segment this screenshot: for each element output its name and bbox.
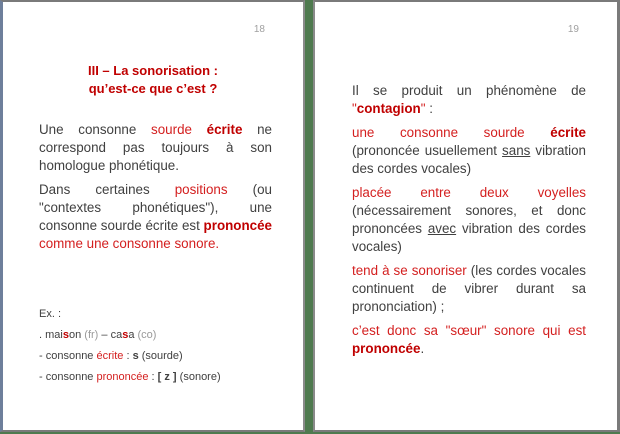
letter-s: s (132, 350, 139, 362)
highlight-prononcee: prononcée (96, 371, 149, 383)
text: : (123, 350, 133, 362)
highlight-sourde: sourde (151, 122, 192, 137)
paragraph-3 (352, 184, 586, 256)
example-label: Ex. : (39, 308, 62, 320)
example-block (39, 304, 289, 388)
text: (nécessairement sonores, et donc prononcées (352, 203, 586, 236)
highlight-text: tend à se sonoriser (352, 263, 467, 278)
paragraph-2 (352, 124, 586, 178)
page-title (3, 62, 303, 98)
text: Il se produit un phénomène de (352, 83, 586, 98)
text: (ou "contextes phonétiques"), une consonne sourde écrite est (39, 182, 272, 233)
highlight-text: une consonne sourde (352, 125, 551, 140)
highlight-ecrite: écrite (206, 122, 243, 137)
text: : (148, 371, 158, 383)
highlight-prononcee: prononcée (352, 341, 421, 356)
text: (les cordes vocales continuent de vibrer durant sa prononciation) ; (352, 263, 586, 314)
text: . mai (39, 329, 63, 341)
body-text (39, 121, 272, 259)
text: vibration des cordes vocales) (352, 221, 586, 254)
title-line-1: III – La sonorisation : (87, 63, 219, 78)
slide-page-19 (313, 0, 620, 432)
text: vibration des cordes vocales) (352, 143, 587, 176)
highlight-contagion: contagion (356, 101, 421, 116)
text: (sourde) (138, 350, 183, 362)
highlight-text: c’est donc sa "sœur" sonore qui est (352, 323, 586, 338)
paragraph-2 (39, 181, 272, 253)
text: - consonne (39, 371, 97, 383)
text: – ca (101, 329, 123, 341)
quote: " (420, 101, 426, 116)
quote: " (352, 101, 357, 116)
text: ne correspond pas toujours à son homologue phonétique. (39, 122, 272, 173)
highlight-positions: positions (174, 182, 228, 197)
highlight-ecrite: écrite (96, 350, 124, 362)
page-number: 18 (253, 24, 265, 35)
language-tag: (fr) (81, 329, 102, 341)
example-line-1 (39, 325, 289, 346)
highlight-ecrite: écrite (550, 125, 586, 140)
text: (sonore) (176, 371, 221, 383)
example-line-3 (39, 367, 289, 388)
text: . (420, 341, 425, 356)
underlined-avec: avec (427, 221, 457, 236)
text (192, 122, 207, 137)
phoneme-z: [ z ] (157, 371, 177, 383)
body-text (352, 82, 586, 364)
text: a (128, 329, 135, 341)
text: Une consonne (39, 122, 152, 137)
paragraph-1 (352, 82, 586, 118)
language-tag: (co) (134, 329, 157, 341)
title-line-2: qu’est-ce que c’est ? (88, 81, 218, 96)
text: Dans certaines (39, 182, 175, 197)
highlight-letter: s (122, 329, 129, 341)
paragraph-5 (352, 322, 586, 358)
text: on (68, 329, 82, 341)
text: (prononcée usuellement (352, 143, 503, 158)
text: : (425, 101, 433, 116)
highlight-text: placée entre deux voyelles (352, 185, 586, 200)
highlight-letter: s (62, 329, 69, 341)
paragraph-1 (39, 121, 272, 175)
text: - consonne (39, 350, 97, 362)
page-number: 19 (567, 24, 579, 35)
highlight-prononcee: prononcée (203, 218, 272, 233)
example-line-2 (39, 346, 289, 367)
highlight-sonore: comme une consonne sonore. (39, 236, 220, 251)
slide-page-18 (0, 0, 305, 432)
paragraph-4 (352, 262, 586, 316)
underlined-sans: sans (502, 143, 531, 158)
